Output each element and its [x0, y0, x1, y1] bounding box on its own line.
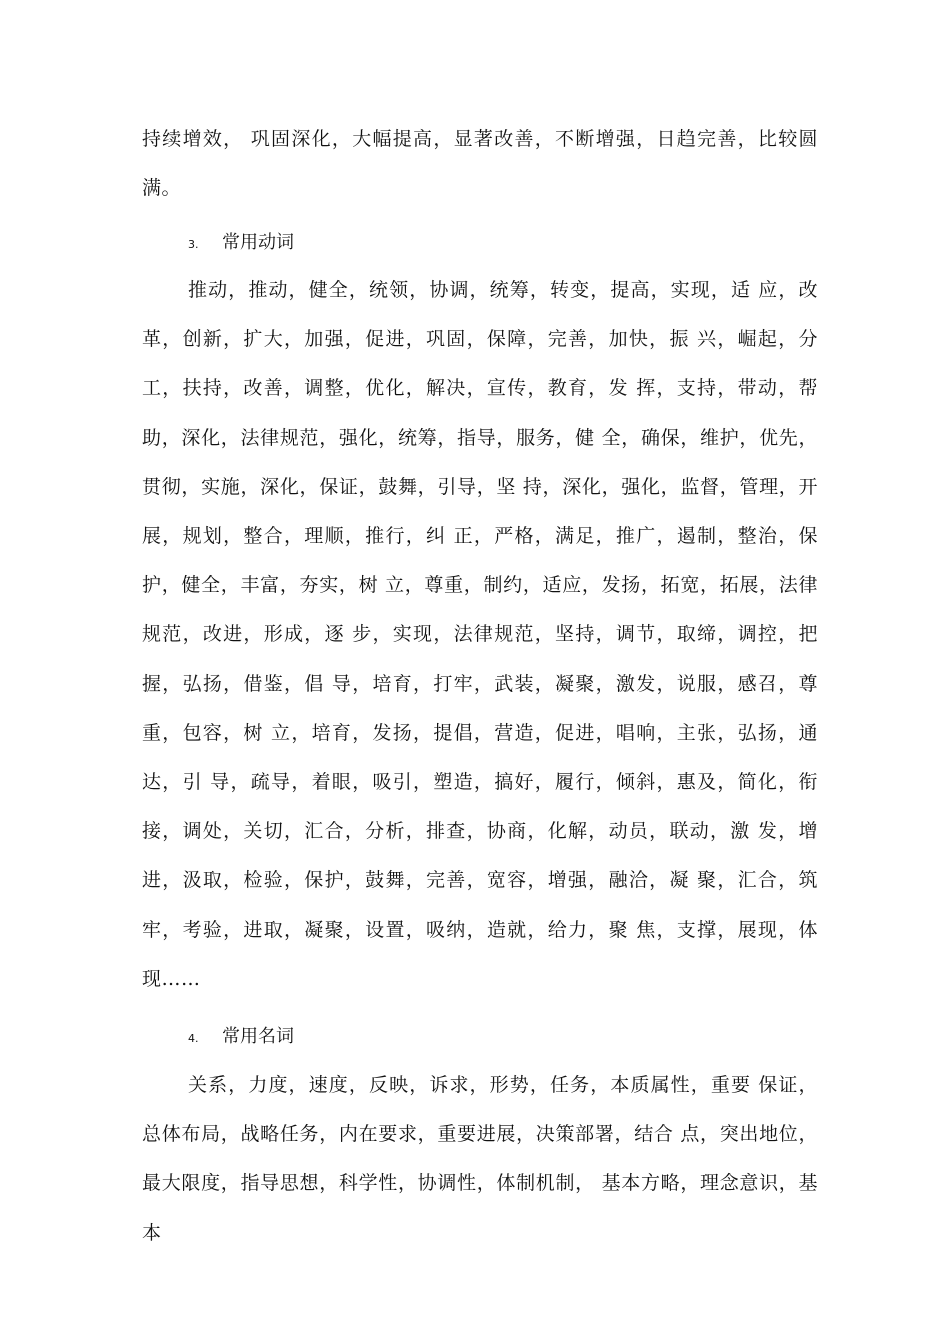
section-heading-4: [188, 1022, 294, 1054]
section-title: 常用名词: [222, 1026, 294, 1047]
intro-paragraph: 持续增效， 巩固深化，大幅提高，显著改善，不断增强，日趋完善，比较圆满。: [142, 128, 818, 200]
section-3-body: 推动，推动，健全，统领，协调，统筹，转变，提高，实现，适 应，改革，创新，扩大，加强，促进，巩固，保障，完善，加快，振 兴，崛起，分工，扶持，改善，调整，优化，解决，宣传，教育，发 挥，支持，带动，帮助，深化，法律规范，强化，统筹，指导，服务，健 全，确保，维护，优先，贯彻，实施，深化，保证，鼓舞，引导，坚 持，深化，强化，监督，管理，开展，规划，整合，理顺，推行，纠 正，严格，满足，推广，遏制，整治，保护，健全，丰富，夯实，树 立，尊重，制约，适应，发扬，拓宽，拓展，法律规范，改进，形成，逐 步，实现，法律规范，坚持，调节，取缔，调控，把握，弘扬，借鉴，倡 导，培育，打牢，武装，凝聚，激发，说服，感召，尊重，包容，树 立，培育，发扬，提倡，营造，促进，唱响，主张，弘扬，通达，引 导，疏导，着眼，吸引，塑造，搞好，履行，倾斜，惠及，简化，衔接，调处，关切，汇合，分析，排查，协商，化解，动员，联动，激 发，增进，汲取，检验，保护，鼓舞，完善，宽容，增强，融洽，凝 聚，汇合，筑牢，考验，进取，凝聚，设置，吸纳，造就，给力，聚 焦，支撑，展现，体现……: [142, 279, 818, 990]
section-title: 常用动词: [222, 232, 294, 253]
section-number: 4.: [188, 1032, 199, 1045]
section-4-body: 关系，力度，速度，反映，诉求，形势，任务，本质属性，重要 保证，总体布局，战略任务，内在要求，重要进展，决策部署，结合 点，突出地位，最大限度，指导思想，科学性，协调性，体制机制， 基本方略，理念意识，基本: [142, 1074, 818, 1244]
section-number: 3.: [188, 238, 199, 251]
section-heading-3: [188, 228, 294, 260]
